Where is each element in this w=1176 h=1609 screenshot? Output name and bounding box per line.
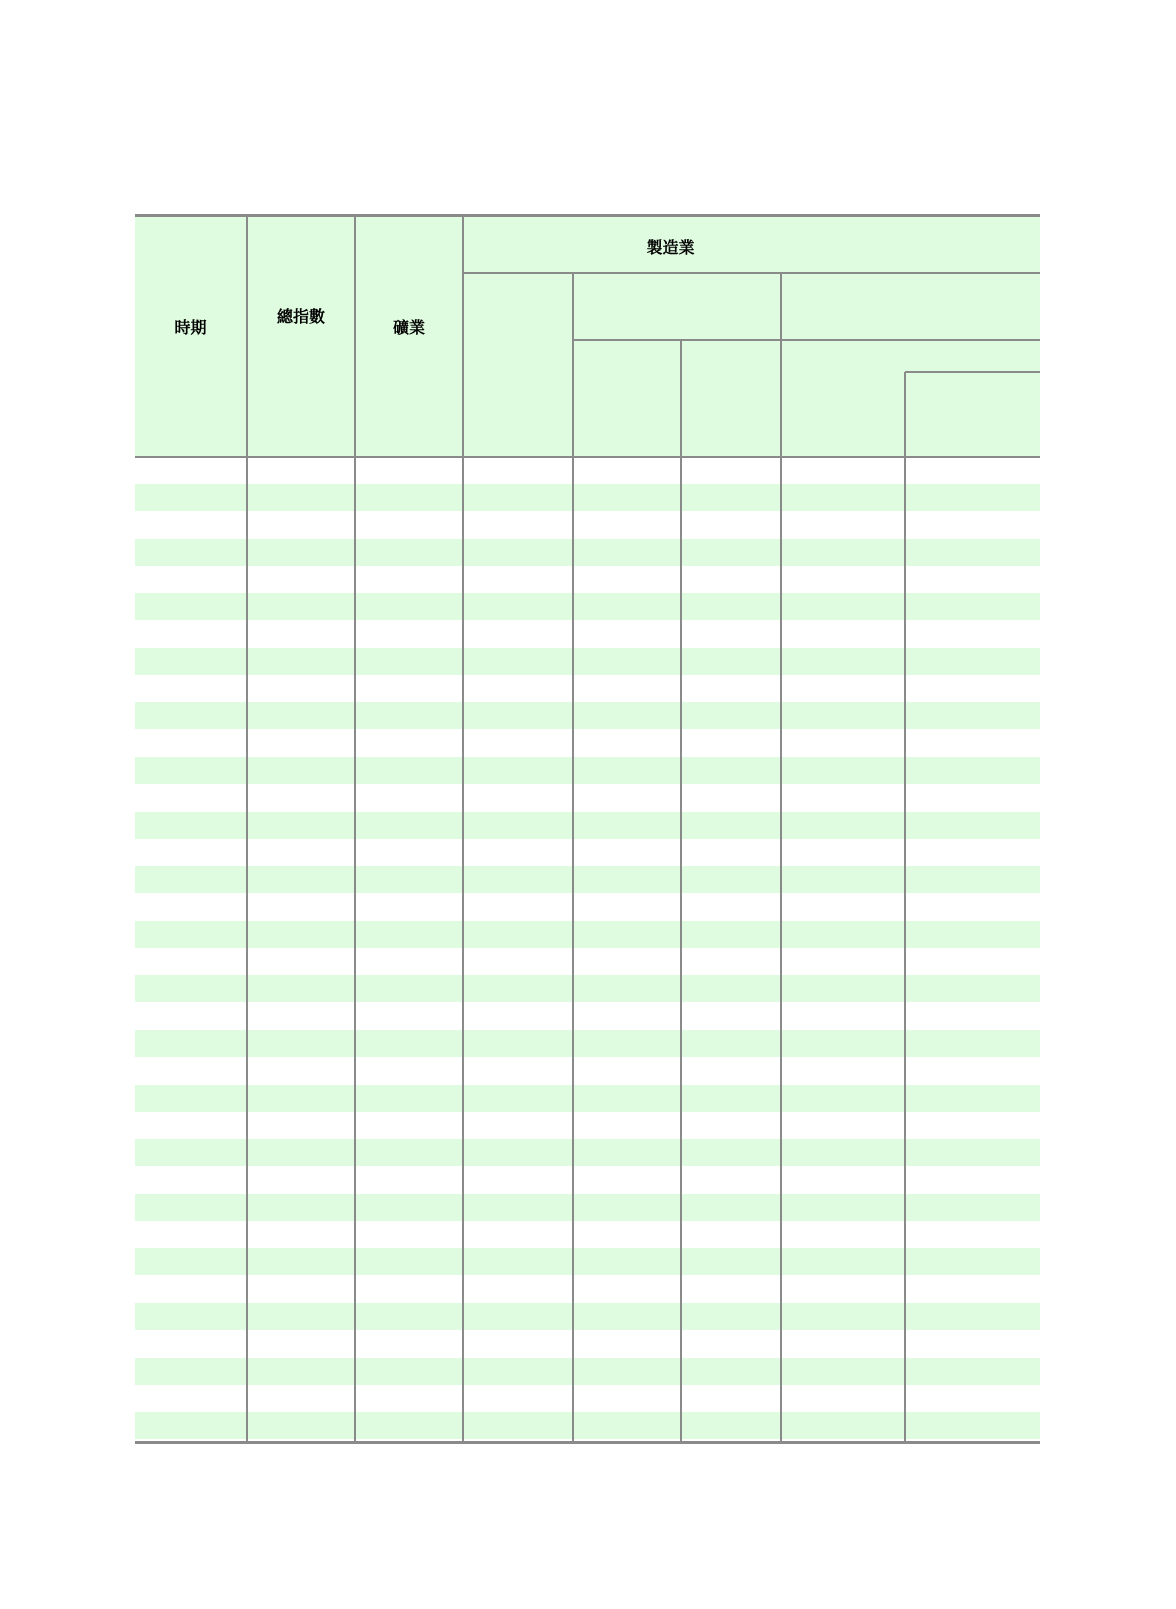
header-mining: 礦業 bbox=[392, 318, 425, 337]
header-period: 時期 bbox=[174, 318, 207, 337]
column-rule-1 bbox=[246, 216, 248, 1442]
column-rule-7 bbox=[904, 372, 906, 1442]
sub-subgroup-divider-rule bbox=[905, 371, 1040, 373]
manufacturing-divider-rule bbox=[463, 272, 1040, 274]
column-rule-3 bbox=[462, 216, 464, 1442]
column-rule-2 bbox=[354, 216, 356, 1442]
header-total-index: 總指數 bbox=[276, 307, 325, 326]
table-top-rule bbox=[135, 214, 1040, 217]
column-rule-4 bbox=[572, 273, 574, 1442]
header-manufacturing: 製造業 bbox=[646, 238, 695, 257]
subgroup-divider-rule bbox=[573, 339, 1040, 341]
column-rule-5 bbox=[680, 340, 682, 1442]
column-rule-6 bbox=[780, 273, 782, 1442]
